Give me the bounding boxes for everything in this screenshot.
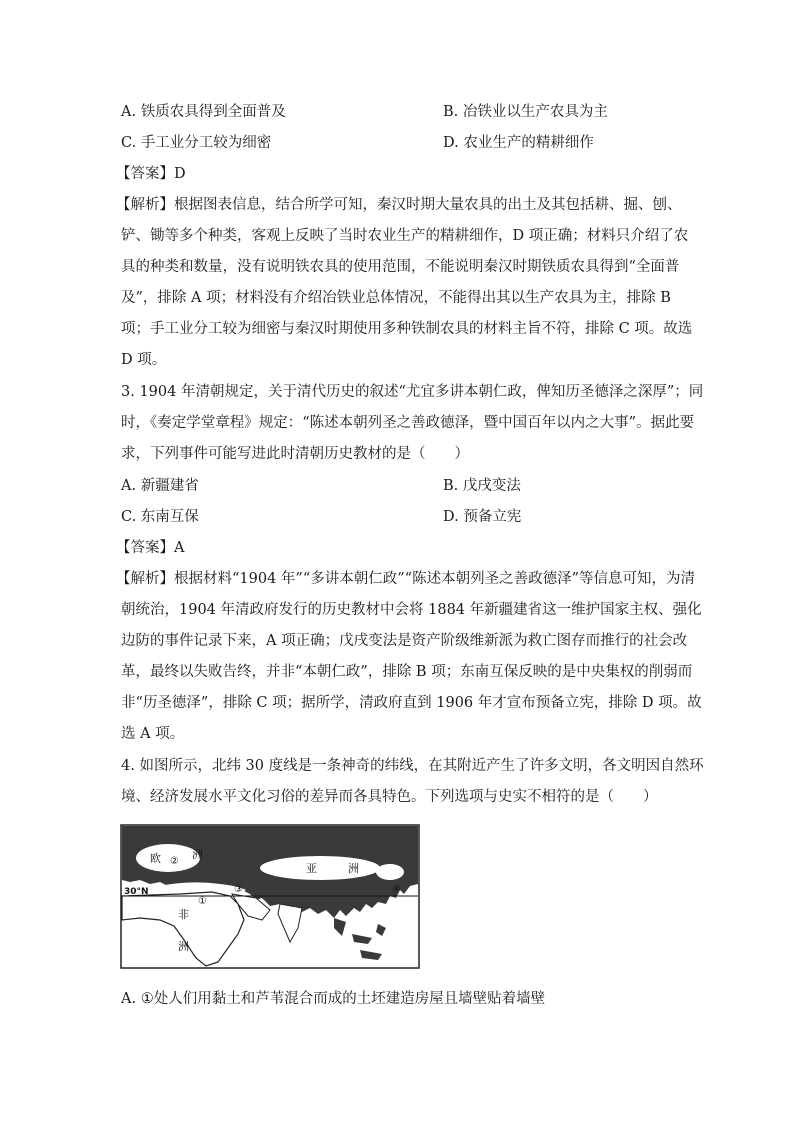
- q2-option-c: C. 手工业分工较为细密: [121, 135, 272, 151]
- latitude-30-map: [120, 824, 420, 969]
- q2-analysis-line: 及”，排除 A 项；材料没有介绍冶铁业总体情况，不能得出其以生产农具为主，排除 B: [121, 290, 671, 306]
- q4-stem-line: 4. 如图所示，北纬 30 度线是一条神奇的纬线，在其附近产生了许多文明，各文明因自然环: [121, 758, 704, 774]
- marker-1: ①: [198, 896, 207, 907]
- q2-analysis-line: D 项。: [121, 352, 167, 368]
- q2-analysis-line: 【解析】根据图表信息，结合所学可知，秦汉时期大量农具的出土及其包括耕、掘、刨、: [116, 197, 682, 213]
- asia-label: 洲: [348, 862, 359, 875]
- africa-label: 非: [178, 908, 189, 921]
- q4-option-a: A. ①处人们用黏土和芦苇混合而成的土坯建造房屋且墙壁贴着墙壁: [121, 991, 546, 1007]
- q3-answer: 【答案】A: [116, 540, 185, 556]
- q2-answer: 【答案】D: [116, 166, 186, 182]
- q3-option-d: D. 预备立宪: [443, 509, 522, 525]
- marker-2: ②: [170, 856, 179, 867]
- asia-label-area: [260, 856, 380, 880]
- q2-option-a: A. 铁质农具得到全面普及: [121, 104, 286, 120]
- q2-analysis-line: 铲、锄等多个种类，客观上反映了当时农业生产的精耕细作，D 项正确；材料只介绍了农: [121, 228, 689, 244]
- marker-4: ④: [392, 884, 401, 895]
- q3-option-a: A. 新疆建省: [121, 478, 199, 494]
- q3-stem-line: 3. 1904 年清朝规定，关于清代历史的叙述“尤宜多讲本朝仁政，俾知历圣德泽之深厚”；同: [121, 384, 704, 400]
- asia-label: 亚: [306, 862, 317, 875]
- q3-analysis-line: 革，最终以失败告终，并非“本朝仁政”，排除 B 项；东南互保反映的是中央集权的削弱而: [121, 664, 693, 680]
- europe-label: 洲: [192, 848, 203, 861]
- marker-3: ③: [234, 884, 243, 895]
- q4-stem-line: 境、经济发展水平文化习俗的差异而各具特色。下列选项与史实不相符的是（ ）: [121, 789, 658, 805]
- q3-option-b: B. 戊戌变法: [443, 478, 521, 494]
- q3-option-c: C. 东南互保: [121, 509, 199, 525]
- africa-label: 洲: [178, 940, 189, 953]
- q3-stem-line: 时，《奏定学堂章程》规定：“陈述本朝列圣之善政德泽，暨中国百年以内之大事”。据此要: [121, 415, 695, 431]
- latitude-label: 30°N: [124, 887, 149, 897]
- q2-option-b: B. 冶铁业以生产农具为主: [443, 104, 608, 120]
- q3-analysis-line: 朝统治，1904 年清政府发行的历史教材中会将 1884 年新疆建省这一维护国家主权、强化: [121, 602, 702, 618]
- q2-option-d: D. 农业生产的精耕细作: [443, 135, 594, 151]
- q3-stem-line: 求，下列事件可能写进此时清朝历史教材的是（ ）: [121, 446, 469, 462]
- q3-analysis-line: 【解析】根据材料“1904 年”“多讲本朝仁政”“陈述本朝列圣之善政德泽”等信息可知，为清: [116, 571, 695, 587]
- q2-analysis-line: 具的种类和数量，没有说明铁农具的使用范围，不能说明秦汉时期铁质农具得到“全面普: [121, 259, 680, 275]
- q3-analysis-line: 非“历圣德泽”，排除 C 项；据所学，清政府直到 1906 年才宣布预备立宪，排除 D 项。故: [121, 695, 702, 711]
- east-asia-area: [376, 864, 404, 880]
- q2-analysis-line: 项；手工业分工较为细密与秦汉时期使用多种铁制农具的材料主旨不符，排除 C 项。故选: [121, 321, 693, 337]
- europe-label: 欧: [150, 852, 161, 865]
- europe-label-area: [136, 844, 200, 872]
- q3-analysis-line: 边防的事件记录下来，A 项正确；戊戌变法是资产阶级维新派为救亡图存而推行的社会改: [121, 633, 688, 649]
- q3-analysis-line: 选 A 项。: [121, 726, 185, 742]
